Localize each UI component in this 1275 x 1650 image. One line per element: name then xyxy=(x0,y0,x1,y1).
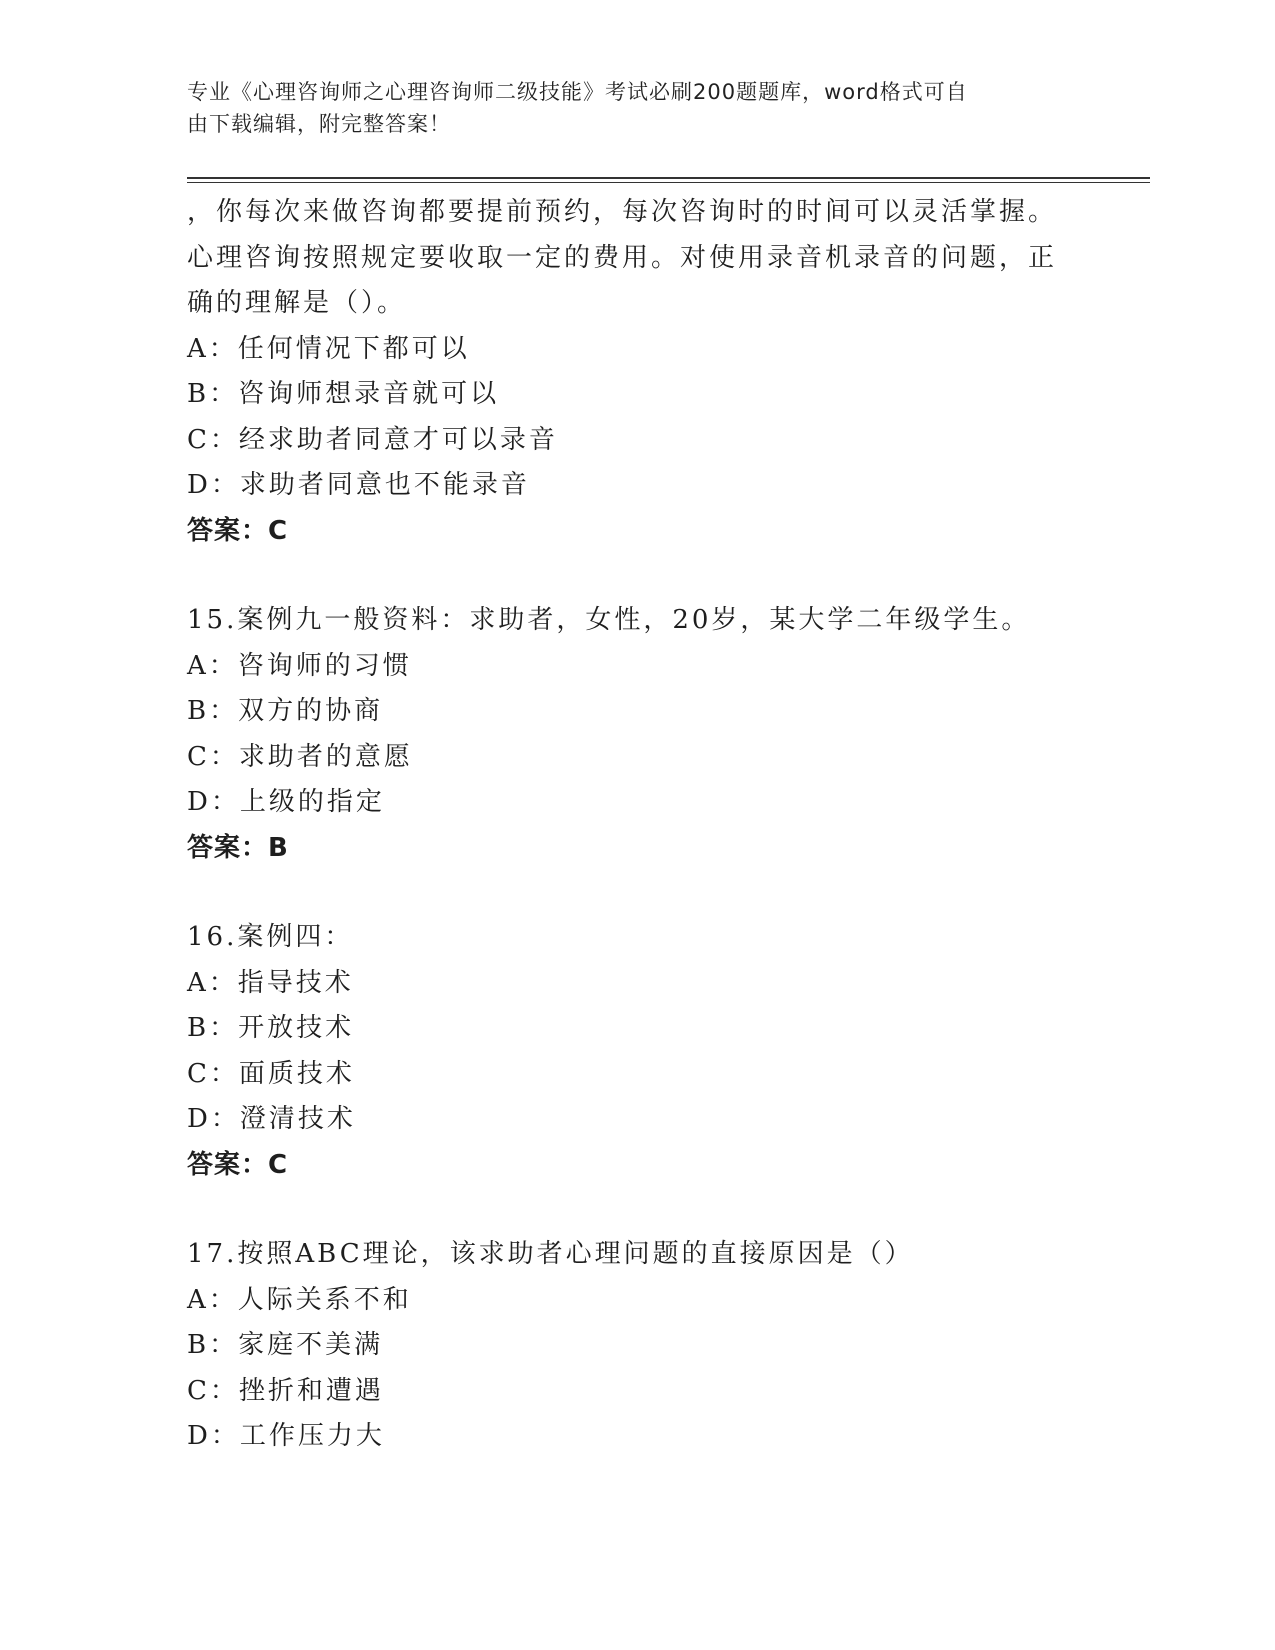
question-stem: 17.按照ABC理论，该求助者心理问题的直接原因是（） xyxy=(187,1239,914,1269)
option-c: C：经求助者同意才可以录音 xyxy=(187,424,558,455)
answer-line: 答案：B xyxy=(187,832,289,863)
option-d: D：澄清技术 xyxy=(187,1104,356,1134)
option-a: A：人际关系不和 xyxy=(187,1284,412,1315)
spacer xyxy=(187,554,1087,598)
option-a: A：咨询师的习惯 xyxy=(187,650,412,681)
header-divider-thin xyxy=(187,182,1150,183)
question-stem-line: 确的理解是（）。 xyxy=(187,288,407,318)
option-a: A：指导技术 xyxy=(187,967,354,998)
spacer xyxy=(187,871,1087,915)
header-line-1: 专业《心理咨询师之心理咨询师二级技能》考试必刷200题题库，word格式可自 xyxy=(187,80,968,104)
option-b: B：开放技术 xyxy=(187,1013,355,1043)
option-b: B：家庭不美满 xyxy=(187,1330,384,1360)
question-stem: 16.案例四： xyxy=(187,922,354,952)
option-b: B：咨询师想录音就可以 xyxy=(187,379,500,409)
spacer xyxy=(187,1188,1087,1232)
option-b: B：双方的协商 xyxy=(187,696,384,726)
answer-line: 答案：C xyxy=(187,1149,289,1180)
option-d: D：工作压力大 xyxy=(187,1421,385,1451)
question-15 xyxy=(187,598,1087,871)
question-stem: 15.案例九一般资料：求助者，女性，20岁，某大学二年级学生。 xyxy=(187,605,1031,635)
answer-line: 答案：C xyxy=(187,515,289,546)
option-c: C：挫折和遭遇 xyxy=(187,1375,384,1406)
question-17 xyxy=(187,1232,1087,1460)
question-stem-line: ，你每次来做咨询都要提前预约，每次咨询时的时间可以灵活掌握。 xyxy=(187,197,1058,227)
option-d: D：上级的指定 xyxy=(187,787,385,817)
header-divider-thick xyxy=(187,177,1150,179)
option-c: C：面质技术 xyxy=(187,1058,355,1089)
document-header xyxy=(187,76,1067,140)
option-c: C：求助者的意愿 xyxy=(187,741,413,772)
option-a: A：任何情况下都可以 xyxy=(187,333,470,364)
document-body xyxy=(187,190,1087,1460)
question-16 xyxy=(187,915,1087,1188)
option-d: D：求助者同意也不能录音 xyxy=(187,470,530,500)
header-line-2: 由下载编辑，附完整答案！ xyxy=(187,112,451,136)
question-continued xyxy=(187,190,1087,554)
question-stem-line: 心理咨询按照规定要收取一定的费用。对使用录音机录音的问题，正 xyxy=(187,242,1058,273)
